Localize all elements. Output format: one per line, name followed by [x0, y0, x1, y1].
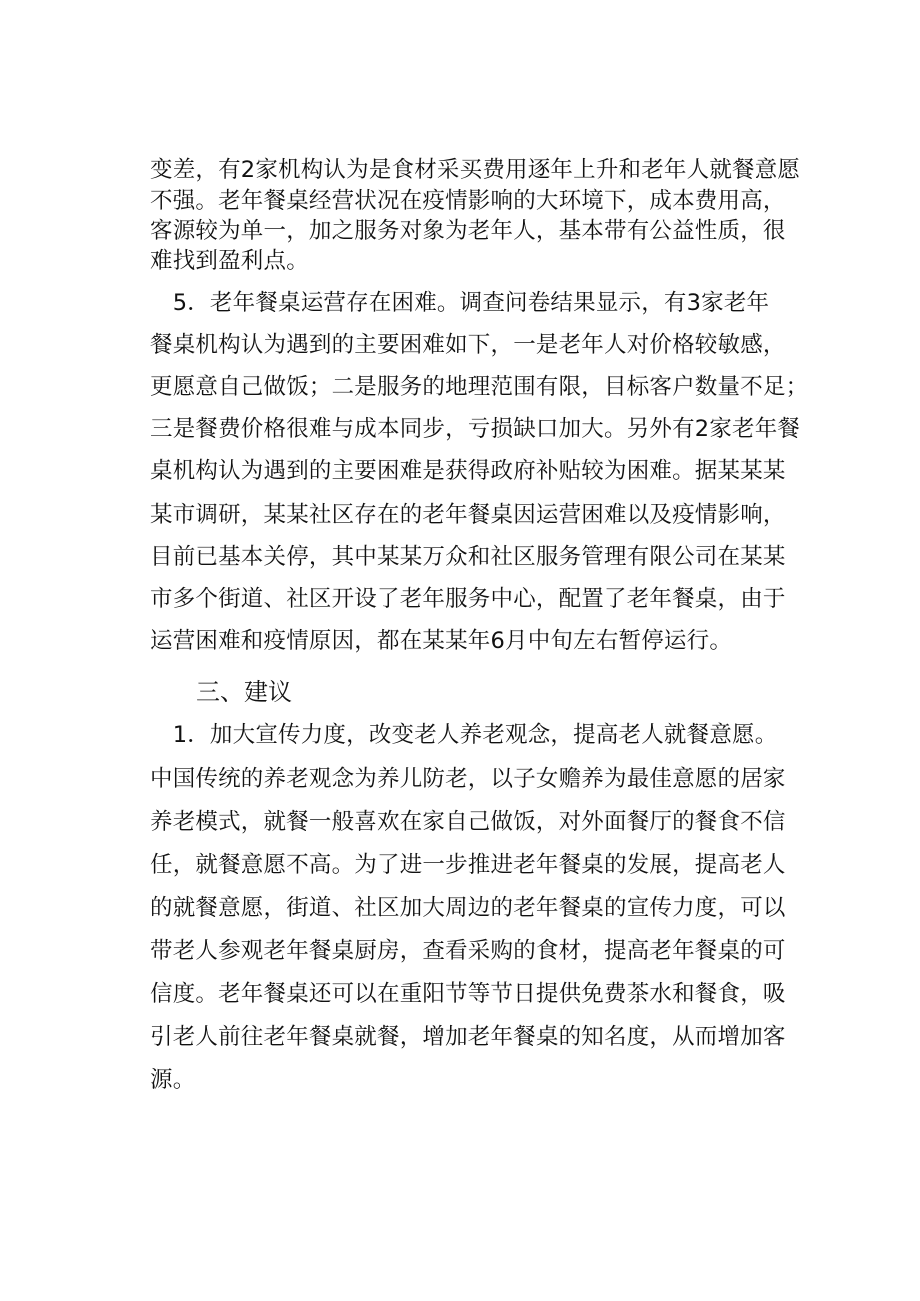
text-line: 难找到盈利点。	[150, 248, 309, 274]
text-line: 桌机构认为遇到的主要困难是获得政府补贴较为困难。据某某某	[150, 458, 786, 484]
text-line: 变差，有2家机构认为是食材采买费用逐年上升和老年人就餐意愿	[150, 157, 801, 183]
text-line: 1．加大宣传力度，改变老人养老观念，提高老人就餐意愿。	[150, 722, 778, 748]
text-line: 信度。老年餐桌还可以在重阳节等节日提供免费茶水和餐食，吸	[150, 981, 786, 1007]
text-line: 5．老年餐桌运营存在困难。调查问卷结果显示，有3家老年	[150, 290, 770, 316]
text-line: 市多个街道、社区开设了老年服务中心，配置了老年餐桌，由于	[150, 586, 786, 612]
text-line: 目前已基本关停，其中某某万众和社区服务管理有限公司在某某	[150, 544, 786, 570]
text-line: 引老人前往老年餐桌就餐，增加老年餐桌的知名度，从而增加客	[150, 1024, 786, 1050]
text-line: 带老人参观老年餐桌厨房，查看采购的食材，提高老年餐桌的可	[150, 938, 786, 964]
text-line: 的就餐意愿，街道、社区加大周边的老年餐桌的宣传力度，可以	[150, 895, 786, 921]
text-line: 源。	[150, 1067, 196, 1093]
text-line: 运营困难和疫情原因，都在某某年6月中旬左右暂停运行。	[150, 628, 733, 654]
text-line: 更愿意自己做饭；二是服务的地理范围有限，目标客户数量不足；	[150, 374, 809, 400]
text-line: 餐桌机构认为遇到的主要困难如下，一是老年人对价格较敏感，	[150, 332, 786, 358]
text-line: 养老模式，就餐一般喜欢在家自己做饭，对外面餐厅的餐食不信	[150, 809, 786, 835]
text-line: 任，就餐意愿不高。为了进一步推进老年餐桌的发展，提高老人	[150, 852, 786, 878]
text-line: 不强。老年餐桌经营状况在疫情影响的大环境下，成本费用高，	[150, 188, 786, 214]
text-line: 中国传统的养老观念为养儿防老，以子女赡养为最佳意愿的居家	[150, 766, 786, 792]
text-line: 三是餐费价格很难与成本同步，亏损缺口加大。另外有2家老年餐	[150, 416, 801, 442]
text-line: 某市调研，某某社区存在的老年餐桌因运营困难以及疫情影响，	[150, 502, 786, 528]
section-heading: 三、建议	[196, 678, 292, 706]
text-line: 客源较为单一，加之服务对象为老年人，基本带有公益性质，很	[150, 218, 786, 244]
